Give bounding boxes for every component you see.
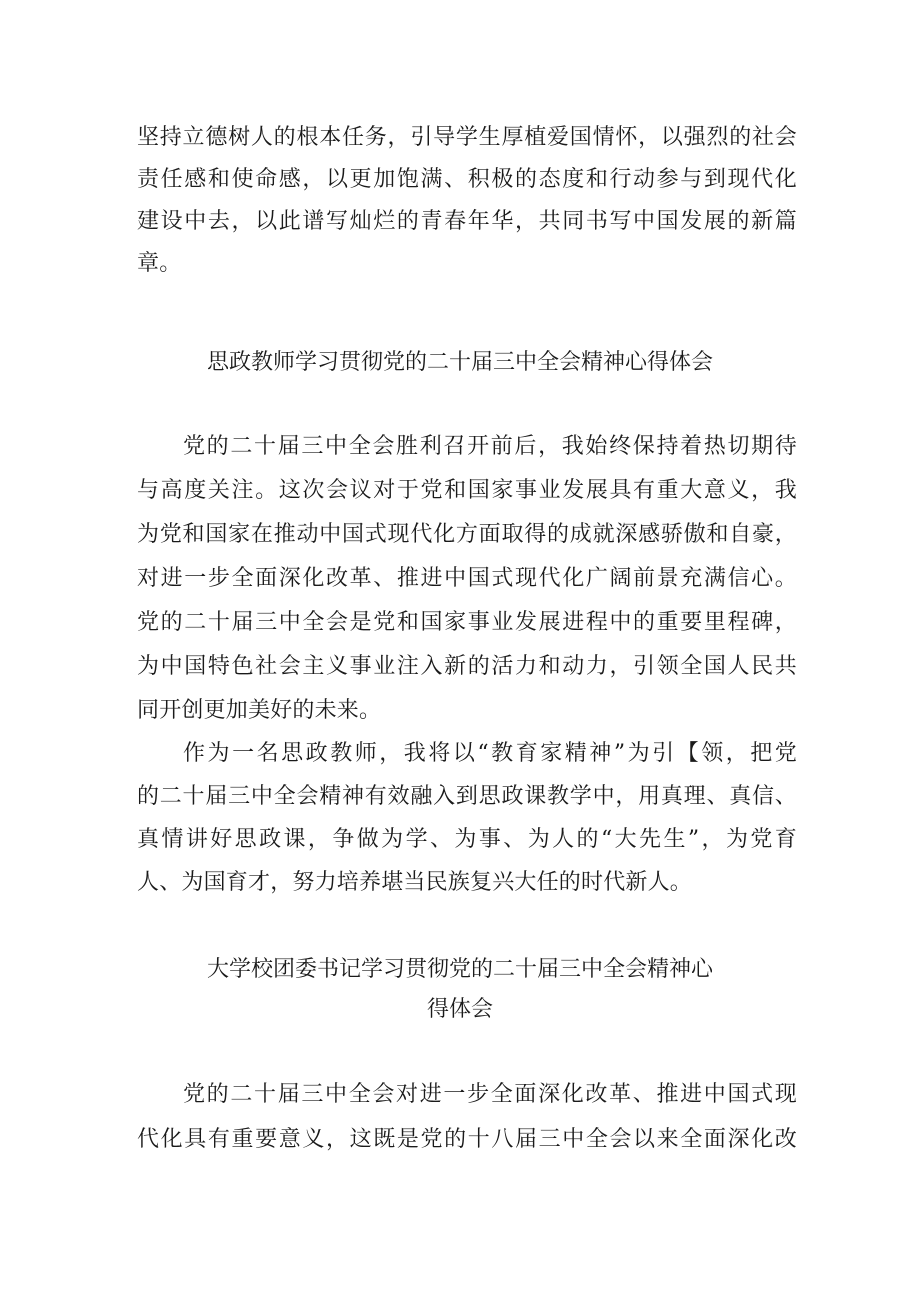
paragraph-line: 党的二十届三中全会对进一步全面深化改革、推进中国式现 [183,1082,797,1107]
paragraph-line: 人、为国育才，努力培养堪当民族复兴大任的时代新人。 [137,870,693,895]
paragraph-line: 建设中去，以此谱写灿烂的青春年华，共同书写中国发展的新篇 [137,209,797,234]
paragraph-line: 与高度关注。这次会议对于党和国家事业发展具有重大意义，我 [137,478,797,503]
paragraph-line: 作为一名思政教师，我将以“教育家精神”为引【领，把党 [183,741,797,766]
paragraph-line: 为党和国家在推动中国式现代化方面取得的成就深感骄傲和自豪， [137,522,797,547]
paragraph-line: 章。 [137,251,182,276]
paragraph-line: 同开创更加美好的未来。 [137,698,382,723]
section-title: 思政教师学习贯彻党的二十届三中全会精神心得体会 [206,350,713,375]
paragraph-line: 坚持立德树人的根本任务，引导学生厚植爱国情怀，以强烈的社会 [137,125,797,150]
paragraph-line: 为中国特色社会主义事业注入新的活力和动力，引领全国人民共 [137,654,797,679]
paragraph-line: 对进一步全面深化改革、推进中国式现代化广阔前景充满信心。 [137,566,797,591]
paragraph-line: 党的二十届三中全会是党和国家事业发展进程中的重要里程碑， [137,610,797,635]
paragraph-line: 代化具有重要意义，这既是党的十八届三中全会以来全面深化改 [137,1127,797,1152]
paragraph-line: 真情讲好思政课，争做为学、为事、为人的“大先生”，为党育 [137,827,797,852]
paragraph-line: 责任感和使命感，以更加饱满、积极的态度和行动参与到现代化 [137,167,797,192]
section-title-continued: 得体会 [426,997,493,1022]
section-title: 大学校团委书记学习贯彻党的二十届三中全会精神心 [206,957,713,982]
paragraph-line: 党的二十届三中全会胜利召开前后，我始终保持着热切期待 [183,434,797,459]
paragraph-line: 的二十届三中全会精神有效融入到思政课教学中，用真理、真信、 [137,784,797,809]
